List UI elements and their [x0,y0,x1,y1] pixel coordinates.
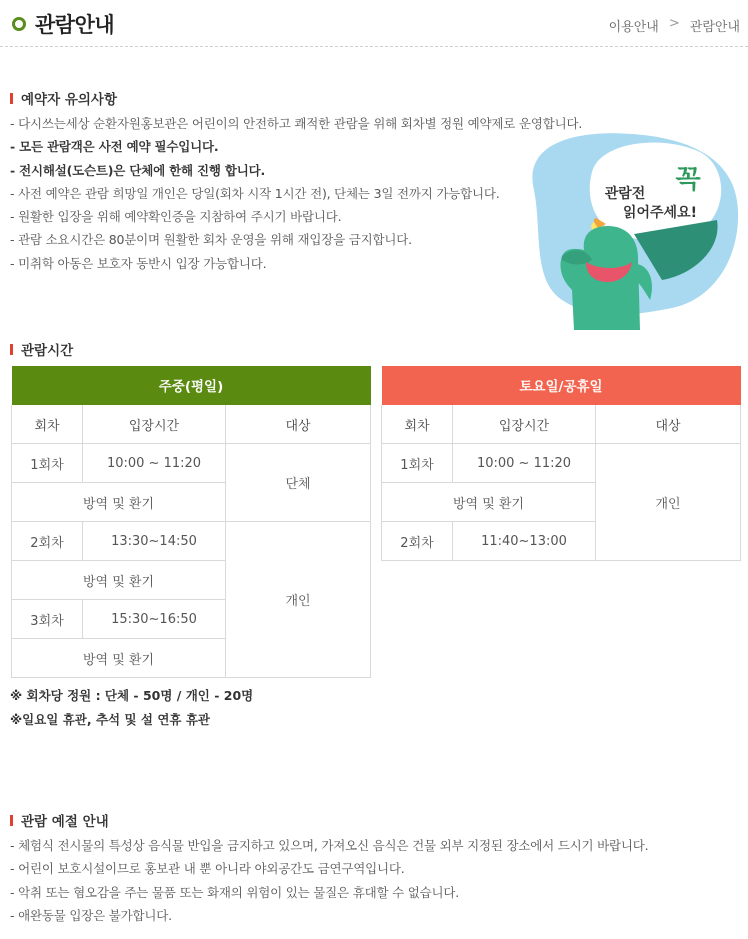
breadcrumb [609,16,740,35]
closure-footnote: ※일요일 휴관, 추석 및 설 연휴 휴관 [10,712,210,727]
reservation-note: - 전시해설(도슨트)은 단체에 한해 진행 합니다. [10,162,266,178]
break-cell: 방역 및 환기 [12,639,226,678]
section-bar-icon [10,93,13,104]
reservation-title: 예약자 유의사항 [21,92,117,108]
breadcrumb-item-current[interactable]: 관람안내 [689,20,740,35]
page-header [0,0,748,47]
time-cell: 10:00 ~ 11:20 [83,444,226,483]
time-cell: 15:30~16:50 [83,600,226,639]
round-cell: 1회차 [12,444,83,483]
reservation-section-heading [10,88,117,108]
section-bar-icon [10,815,13,826]
round-cell: 2회차 [382,522,453,561]
target-cell-individual: 개인 [226,522,371,678]
breadcrumb-separator: > [668,16,680,31]
weekend-table-title: 토요일/공휴일 [382,366,741,405]
bubble-text-line1: 관람전 [604,186,646,202]
reservation-note: - 미취학 아동은 보호자 동반시 입장 가능합니다. [10,255,267,271]
reservation-note: - 관람 소요시간은 80분이며 원활한 회차 운영을 위해 재입장을 금지합니다. [10,232,412,248]
etiquette-note: - 체험식 전시물의 특성상 음식물 반입을 금지하고 있으며, 가져오신 음식은 건물 외부 지정된 장소에서 드시기 바랍니다. [10,838,649,853]
time-cell: 11:40~13:00 [453,522,596,561]
hours-title: 관람시간 [21,343,74,359]
reservation-note: - 모든 관람객은 사전 예약 필수입니다. [10,139,219,155]
table-row [12,444,371,483]
etiquette-notes [10,834,648,927]
title-ring-icon [12,17,26,31]
bubble-text-emphasis: 꼭 [675,165,701,195]
weekday-schedule-table [11,365,371,678]
etiquette-section-heading [10,810,109,830]
target-cell-individual: 개인 [596,444,741,561]
weekend-schedule-table [381,365,741,561]
table-row [382,444,741,483]
etiquette-note: - 어린이 보호시설이므로 홍보관 내 뿐 아니라 야외공간도 금연구역입니다. [10,861,405,877]
column-header-round: 회차 [12,405,83,444]
reservation-note: - 원활한 입장을 위해 예약확인증을 지참하여 주시기 바랍니다. [10,209,342,225]
table-row [12,522,371,561]
column-header-target: 대상 [596,405,741,444]
etiquette-note: - 애완동물 입장은 불가합니다. [10,907,172,923]
time-cell: 10:00 ~ 11:20 [453,444,596,483]
bubble-text-line2: 읽어주세요! [622,205,698,221]
target-cell-group: 단체 [226,444,371,522]
breadcrumb-item-usage[interactable]: 이용안내 [608,20,659,35]
column-header-round: 회차 [382,405,453,444]
reservation-notes [10,112,582,275]
etiquette-title: 관람 예절 안내 [21,814,109,830]
reservation-note: - 다시쓰는세상 순환자원홍보관은 어린이의 안전하고 쾌적한 관람을 위해 회차별 정원 예약제로 운영합니다. [10,116,583,131]
round-cell: 2회차 [12,522,83,561]
column-header-time: 입장시간 [453,405,596,444]
page-title: 관람안내 [35,13,115,37]
section-bar-icon [10,344,13,355]
etiquette-note: - 악취 또는 혐오감을 주는 물품 또는 화재의 위험이 있는 물질은 휴대할 수 없습니다. [10,884,460,900]
time-cell: 13:30~14:50 [83,522,226,561]
break-cell: 방역 및 환기 [382,483,596,522]
round-cell: 1회차 [382,444,453,483]
weekday-table-title: 주중(평일) [12,366,371,405]
capacity-footnote: ※ 회차당 정원 : 단체 - 50명 / 개인 - 20명 [10,688,254,703]
break-cell: 방역 및 환기 [12,483,226,522]
hours-section-heading [10,339,73,359]
column-header-time: 입장시간 [83,405,226,444]
break-cell: 방역 및 환기 [12,561,226,600]
round-cell: 3회차 [12,600,83,639]
column-header-target: 대상 [226,405,371,444]
mascot-illustration [522,130,742,330]
reservation-note: - 사전 예약은 관람 희망일 개인은 당일(회차 시작 1시간 전), 단체는 3일 전까지 가능합니다. [10,185,500,201]
